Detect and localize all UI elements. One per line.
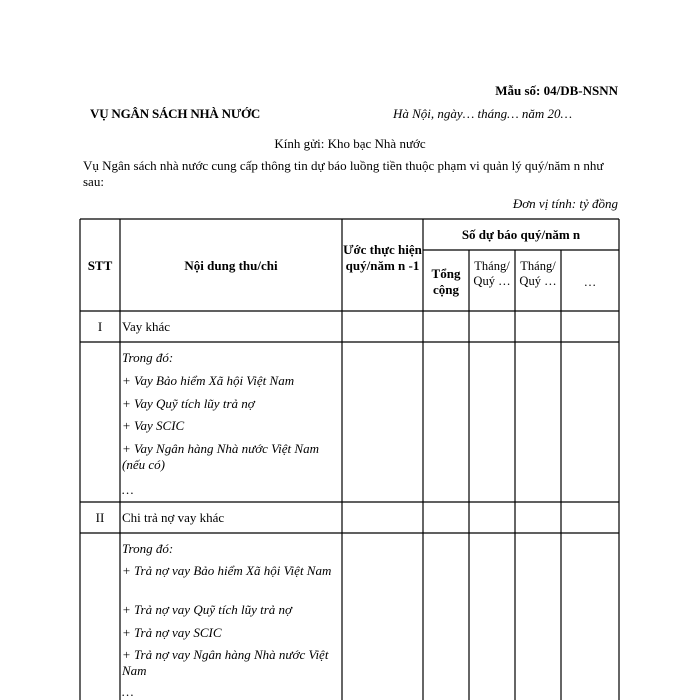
row-4-line-3: + Trả nợ vay Quỹ tích lũy trả nợ: [122, 602, 292, 617]
col-forecast-group-header: Số dự báo quý/năm n: [461, 227, 581, 242]
recipient: Kính gửi: Kho bạc Nhà nước: [274, 136, 426, 151]
col-month2-header: Tháng/ Quý …: [519, 259, 557, 288]
col-stt-header: STT: [87, 258, 113, 273]
col-content-header: Nội dung thu/chi: [184, 258, 278, 273]
col-month1-header: Tháng/ Quý …: [473, 259, 511, 288]
row-1-stt: I: [97, 319, 103, 334]
row-4-line-2: + Trả nợ vay Bảo hiểm Xã hội Việt Nam: [122, 563, 332, 578]
agency-name: VỤ NGÂN SÁCH NHÀ NƯỚC: [90, 106, 261, 121]
form-code: Mẫu số: 04/DB-NSNN: [495, 83, 618, 98]
row-2-line-4: + Vay SCIC: [122, 418, 185, 433]
intro-text: Vụ Ngân sách nhà nước cung cấp thông tin dự báo luồng tiền thuộc phạm vi quản lý quý/năm n như sau:: [83, 158, 604, 189]
row-2-line-3: + Vay Quỹ tích lũy trả nợ: [122, 396, 255, 411]
row-2-line-2: + Vay Bảo hiểm Xã hội Việt Nam: [122, 373, 295, 388]
row-3-content: Chi trả nợ vay khác: [122, 510, 225, 525]
row-3-stt: II: [95, 510, 105, 525]
row-1-content: Vay khác: [122, 319, 171, 334]
row-4-line-6: …: [122, 684, 134, 699]
col-total-header: Tổng cộng: [431, 266, 461, 297]
row-2-line-6: …: [122, 482, 134, 497]
unit-label: Đơn vị tính: tỷ đồng: [512, 196, 618, 211]
row-2-line-1: Trong đó:: [122, 350, 174, 365]
col-more-header: …: [583, 275, 597, 289]
col-estimate-header: Ước thực hiện quý/năm n -1: [343, 242, 422, 273]
row-2-line-5: + Vay Ngân hàng Nhà nước Việt Nam (nếu có): [122, 441, 319, 472]
row-4-line-1: Trong đó:: [122, 541, 174, 556]
row-4-line-4: + Trả nợ vay SCIC: [122, 625, 222, 640]
row-4-line-5: + Trả nợ vay Ngân hàng Nhà nước Việt Nam: [122, 647, 329, 678]
place-date: Hà Nội, ngày… tháng… năm 20…: [393, 106, 573, 121]
